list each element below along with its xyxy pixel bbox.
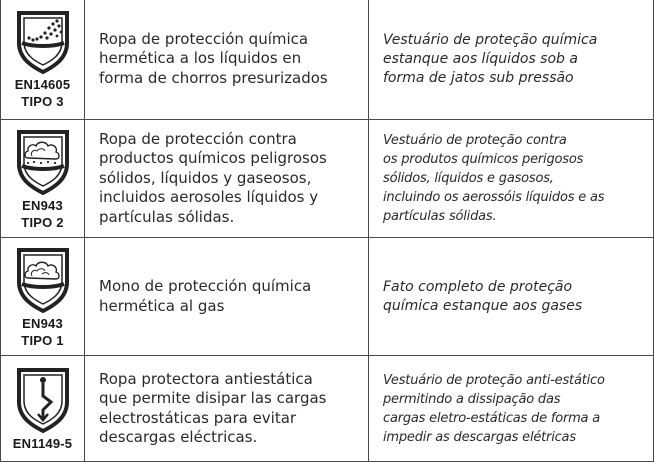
standard-cell xyxy=(1,356,85,462)
description-es: Ropa de protección contra productos químicos peligrosos sólidos, líquidos y gaseosos, incluidos aerosoles líquidos y partículas sólidas. xyxy=(85,120,369,238)
table-row xyxy=(1,0,654,120)
standard-code: EN1149-5 xyxy=(12,436,73,451)
standard-cell xyxy=(1,0,85,120)
standard-cell xyxy=(1,238,85,356)
standard-code: EN14605 TIPO 3 xyxy=(14,77,71,109)
standard-code: EN943 TIPO 1 xyxy=(21,315,64,348)
standard-cell xyxy=(1,120,85,238)
shield-cloud-particles-icon xyxy=(14,128,72,196)
description-pt: Vestuário de proteção contra os produtos químicos perigosos sólidos, líquidos e gasosos, incluindo os aerossóis líquidos e as partículas sólidas. xyxy=(369,120,654,238)
description-es: Ropa de protección química hermética a los líquidos en forma de chorros presurizados xyxy=(85,0,369,120)
table-row xyxy=(1,120,654,238)
shield-antistatic-icon xyxy=(13,366,73,434)
description-es: Mono de protección química hermética al gas xyxy=(85,238,369,356)
shield-gas-cloud-icon xyxy=(14,246,72,314)
table-row xyxy=(1,356,654,462)
description-pt: Fato completo de proteção química estanque aos gases xyxy=(369,238,654,356)
description-pt: Vestuário de proteção anti-estático permitindo a dissipação das cargas eletro-estáticas de forma a impedir as descargas elétricas xyxy=(369,356,654,462)
table-row xyxy=(1,238,654,356)
description-pt: Vestuário de proteção química estanque aos líquidos sob a forma de jatos sub pressão xyxy=(369,0,654,120)
shield-pressurized-jet-icon xyxy=(13,9,73,75)
standard-code: EN943 TIPO 2 xyxy=(21,197,64,230)
description-es: Ropa protectora antiestática que permite disipar las cargas electrostáticas para evitar descargas eléctricas. xyxy=(85,356,369,462)
